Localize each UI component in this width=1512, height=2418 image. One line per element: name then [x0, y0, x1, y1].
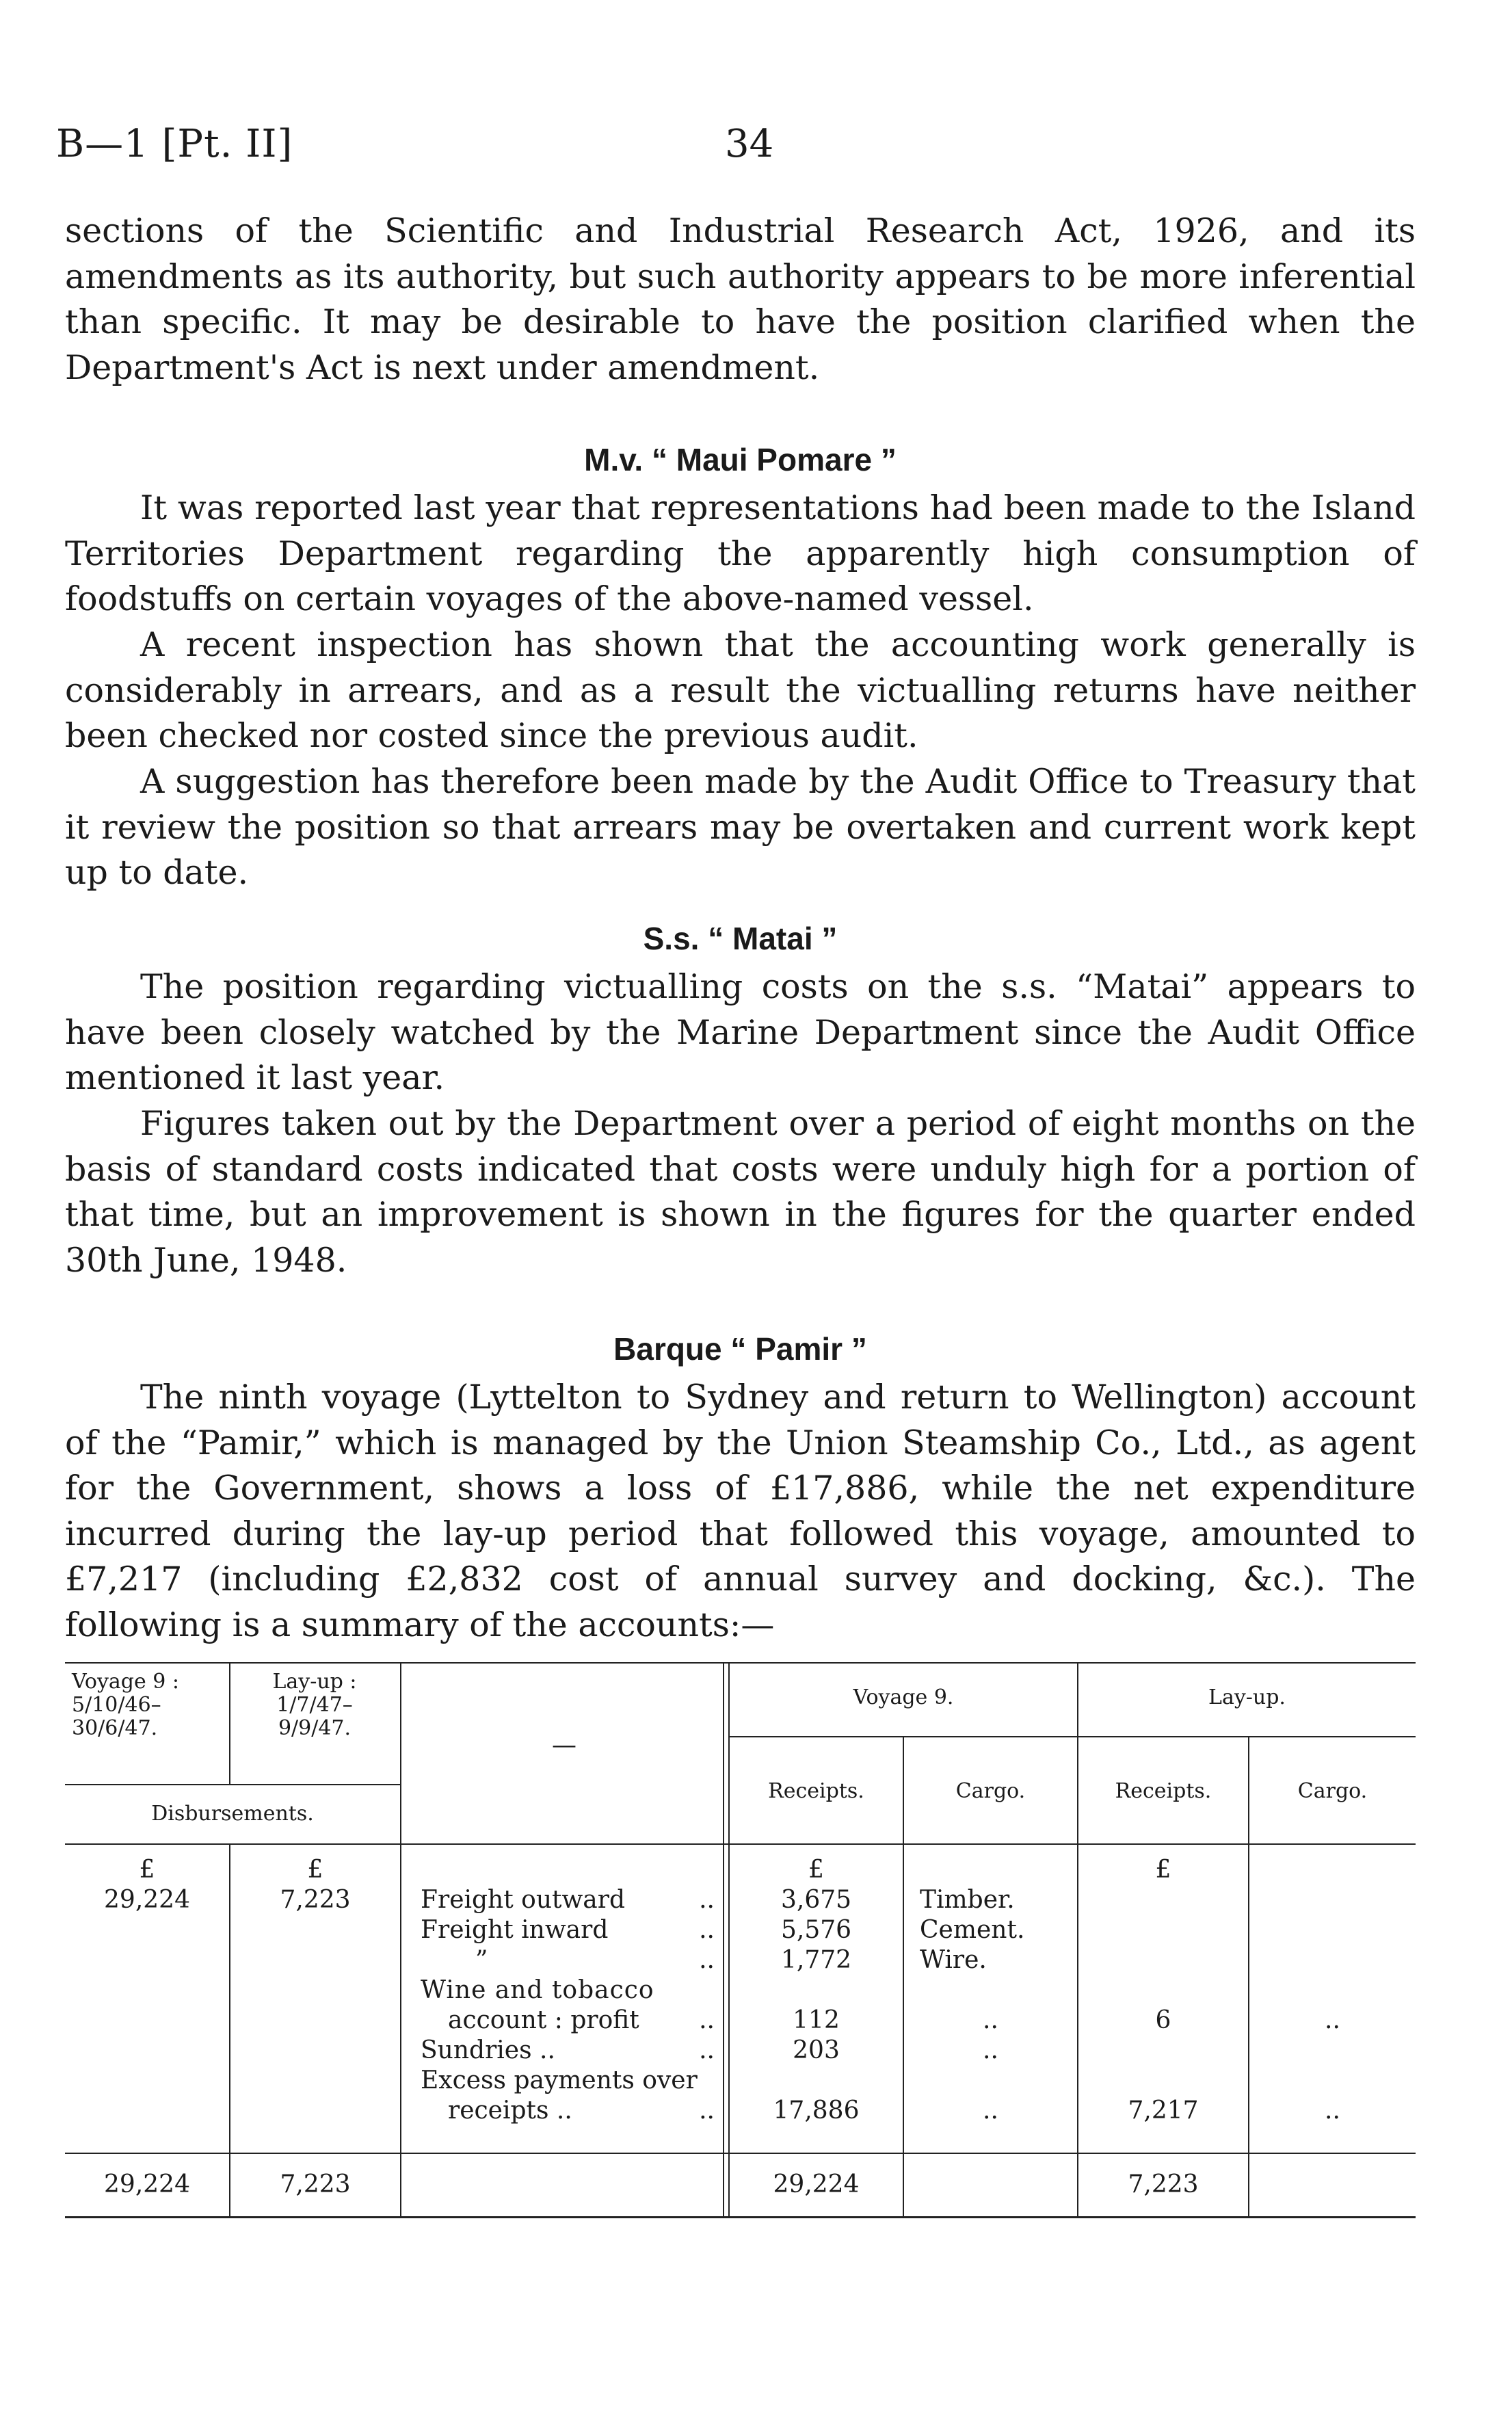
document-reference: B—1 [Pt. II] [56, 122, 293, 166]
matai-paragraph-2: Figures taken out by the Department over a period of eight months on the basis of standard costs indicated that costs were unduly high for a portion of that time, but an improvement is shown in the figures for the quarter ended 30th June, 1948. [65, 1104, 1416, 1280]
item-label: receipts .. [448, 2097, 572, 2125]
matai-paragraph-1: The position regarding victualling costs on the s.s. “Matai” appears to have been closely watched by the Marine Department since the Audit Office mentioned it last year. [65, 967, 1416, 1097]
intro-paragraph: sections of the Scientific and Industrial Research Act, 1926, and its amendments as its authority, but such authority appears to be more inferential than specific. It may be desirable to have the position clarified when the Department's Act is next under amendment. [65, 211, 1416, 387]
section-heading-pamir: Barque “ Pamir ” [613, 1331, 867, 1367]
item-label: Excess payments over [421, 2066, 698, 2094]
voyage9-receipts: 3,675 [780, 1886, 852, 1914]
voyage9-cargo: Timber. [920, 1886, 1015, 1914]
maui-pomare-paragraph-3: A suggestion has therefore been made by the Audit Office to Treasury that it review the position so that arrears may be overtaken and current work kept up to date. [65, 762, 1416, 892]
leader-dots: .. [699, 1946, 715, 1974]
layup-cargo-header: Cargo. [1297, 1779, 1368, 1803]
page-number: 34 [725, 122, 774, 166]
accounts-summary-table [65, 1662, 1416, 2278]
leader-dots: .. [699, 2006, 715, 2034]
voyage9-cargo: Cement. [920, 1916, 1025, 1944]
maui-pomare-paragraph-2: A recent inspection has shown that the accounting work generally is considerably in arrears, and as a result the victualling returns have neither been checked nor costed since the previous audit. [65, 625, 1416, 755]
disbursement-layup: 7,223 [280, 1886, 351, 1914]
voyage9-receipts: 17,886 [773, 2097, 860, 2125]
layup-cargo: .. [1325, 2097, 1340, 2125]
disbursement-voyage9: 29,224 [104, 1886, 190, 1914]
item-label: Freight outward [421, 1886, 626, 1914]
voyage9-cargo: .. [983, 2097, 998, 2125]
leader-dots: .. [699, 2097, 715, 2125]
col-layup-header: Lay-up : 1/7/47– 9/9/47. [272, 1670, 357, 1740]
total-voyage9-receipts: 29,224 [773, 2170, 860, 2198]
voyage9-receipts: 203 [793, 2036, 840, 2064]
total-disbursement-layup: 7,223 [280, 2170, 351, 2198]
layup-receipts: 6 [1155, 2006, 1171, 2034]
maui-pomare-paragraph-1: It was reported last year that representations had been made to the Island Territories Department regarding the apparently high consumption of foodstuffs on certain voyages of the above-named vessel. [65, 488, 1416, 618]
total-disbursement-voyage9: 29,224 [104, 2170, 190, 2198]
layup-receipts-header: Receipts. [1115, 1779, 1212, 1803]
col-voyage9-header: Voyage 9 : 5/10/46– 30/6/47. [72, 1670, 180, 1740]
item-label: Freight inward [421, 1916, 609, 1944]
total-layup-receipts: 7,223 [1128, 2170, 1199, 2198]
item-label: account : profit [448, 2006, 639, 2034]
voyage9-cargo-header: Cargo. [955, 1779, 1026, 1803]
voyage9-group-header: Voyage 9. [853, 1685, 954, 1709]
currency-symbol: £ [139, 1856, 155, 1884]
layup-cargo: .. [1325, 2006, 1340, 2034]
leader-dots: .. [699, 2036, 715, 2064]
layup-receipts: 7,217 [1128, 2097, 1199, 2125]
voyage9-receipts-header: Receipts. [768, 1779, 864, 1803]
section-heading-maui-pomare: M.v. “ Maui Pomare ” [584, 442, 897, 477]
voyage9-cargo: Wire. [920, 1946, 987, 1974]
disbursements-header: Disbursements. [151, 1802, 314, 1826]
voyage9-receipts: 112 [793, 2006, 840, 2034]
currency-symbol: £ [307, 1856, 323, 1884]
leader-dots: .. [699, 1886, 715, 1914]
currency-symbol: £ [808, 1856, 824, 1884]
voyage9-receipts: 5,576 [780, 1916, 852, 1944]
currency-symbol: £ [1155, 1856, 1171, 1884]
voyage9-receipts: 1,772 [780, 1946, 852, 1974]
description-header-dash: — [552, 1731, 576, 1759]
item-label: Wine and tobacco [421, 1976, 654, 2004]
pamir-paragraph-1: The ninth voyage (Lyttelton to Sydney and return to Wellington) account of the “Pamir,” which is managed by the Union Steamship Co., Ltd., as agent for the Government, shows a loss of £17,886, while the net expenditure incurred during the lay-up period that followed this voyage, amounted to £7,217 (including £2,832 cost of annual survey and docking, &c.). The following is a summary of the accounts:— [65, 1378, 1416, 1644]
ditto-mark: ” [475, 1946, 488, 1974]
voyage9-cargo: .. [983, 2006, 998, 2034]
section-heading-matai: S.s. “ Matai ” [643, 921, 838, 956]
item-label: Sundries .. [421, 2036, 555, 2064]
leader-dots: .. [699, 1916, 715, 1944]
voyage9-cargo: .. [983, 2036, 998, 2064]
layup-group-header: Lay-up. [1208, 1685, 1286, 1709]
